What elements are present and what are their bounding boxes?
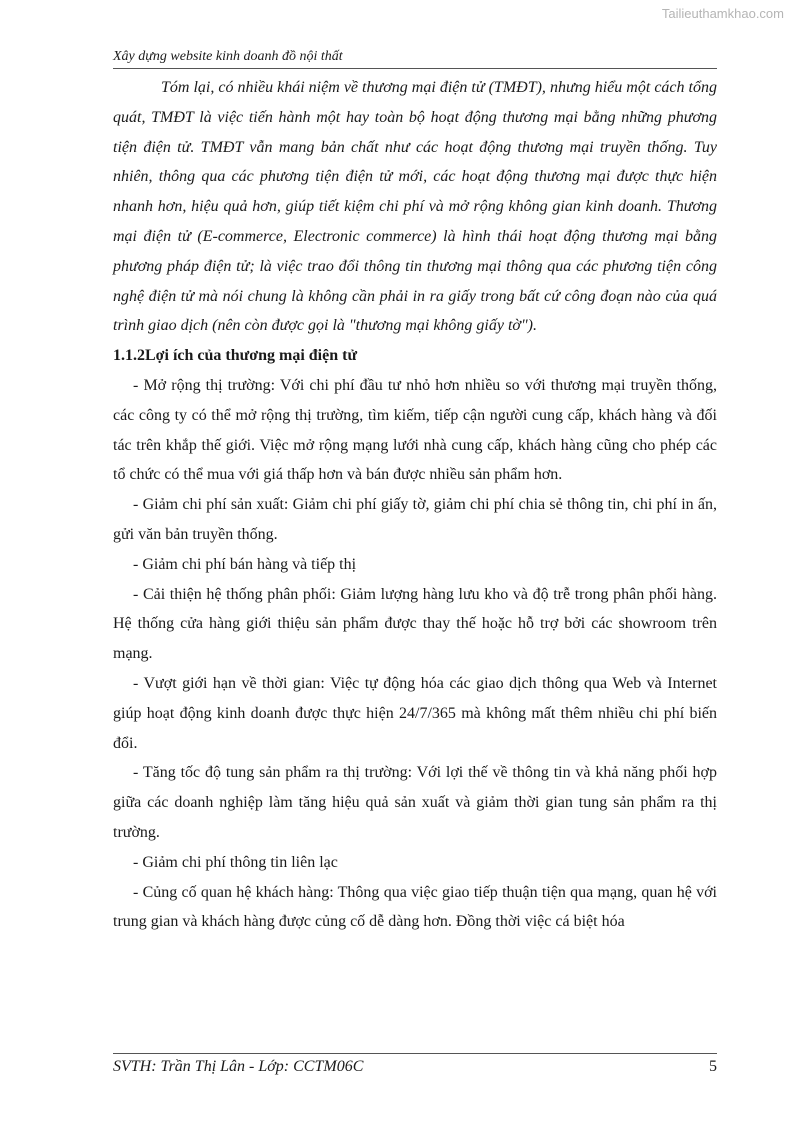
page-number: 5 — [709, 1058, 717, 1075]
benefit-item: - Giảm chi phí sản xuất: Giảm chi phí giấy tờ, giảm chi phí chia sẻ thông tin, chi phí in ấn, gửi văn bản truyền thống. — [113, 496, 717, 543]
page-content — [113, 73, 717, 937]
benefit-item: - Cải thiện hệ thống phân phối: Giảm lượng hàng lưu kho và độ trễ trong phân phối hàng. Hệ thống cửa hàng giới thiệu sản phẩm được thay thế hoặc hỗ trợ bởi các showroom trên mạng. — [113, 585, 717, 663]
benefit-item: - Vượt giới hạn về thời gian: Việc tự động hóa các giao dịch thông qua Web và Internet giúp hoạt động kinh doanh được thực hiện 24/7/365 mà không mất thêm nhiều chi phí biến đổi. — [113, 674, 717, 752]
benefit-item: - Giảm chi phí thông tin liên lạc — [133, 853, 338, 871]
page-header: Xây dựng website kinh doanh đồ nội thất — [113, 49, 717, 69]
benefit-item: - Mở rộng thị trường: Với chi phí đầu tư nhỏ hơn nhiều so với thương mại truyền thống, các công ty có thể mở rộng thị trường, tìm kiếm, tiếp cận người cung cấp, khách hàng và đối tác trên khắp thế giới. Việc mở rộng mạng lưới nhà cung cấp, khách hàng cũng cho phép các tổ chức có thể mua với giá thấp hơn và bán được nhiều sản phẩm hơn. — [113, 376, 717, 484]
benefit-item: - Giảm chi phí bán hàng và tiếp thị — [133, 555, 357, 573]
benefit-item: - Tăng tốc độ tung sản phẩm ra thị trường: Với lợi thế về thông tin và khả năng phối hợp giữa các doanh nghiệp làm tăng hiệu quả sản xuất và giảm thời gian tung sản phẩm ra thị trường. — [113, 764, 717, 841]
intro-paragraph: Tóm lại, có nhiều khái niệm về thương mại điện tử (TMĐT), nhưng hiểu một cách tổng quát, TMĐT là việc tiến hành một hay toàn bộ hoạt động thương mại bằng những phương tiện điện tử. TMĐT vẫn mang bản chất như các hoạt động thương mại truyền thống. Tuy nhiên, thông qua các phương tiện điện tử mới, các hoạt động thương mại được thực hiện nhanh hơn, hiệu quả hơn, giúp tiết kiệm chi phí và mở rộng không gian kinh doanh. Thương mại điện tử (E-commerce, Electronic commerce) là hình thái hoạt động thương mại bằng phương pháp điện tử; là việc trao đổi thông tin thương mại thông qua các phương tiện công nghệ điện tử mà nói chung là không cần phải in ra giấy trong bất cứ công đoạn nào của quá trình giao dịch (nên còn được gọi là "thương mại không giấy tờ"). — [113, 79, 717, 335]
benefit-item: - Củng cố quan hệ khách hàng: Thông qua việc giao tiếp thuận tiện qua mạng, quan hệ với trung gian và khách hàng được củng cố dễ dàng hơn. Đồng thời việc cá biệt hóa — [113, 883, 717, 931]
section-heading — [113, 341, 717, 371]
watermark: Tailieuthamkhao.com — [661, 6, 784, 21]
footer-author: SVTH: Trần Thị Lân - Lớp: CCTM06C — [113, 1058, 364, 1075]
page-footer — [113, 1053, 717, 1076]
section-title: Lợi ích của thương mại điện tử — [145, 347, 358, 365]
section-number: 1.1.2 — [113, 347, 145, 365]
